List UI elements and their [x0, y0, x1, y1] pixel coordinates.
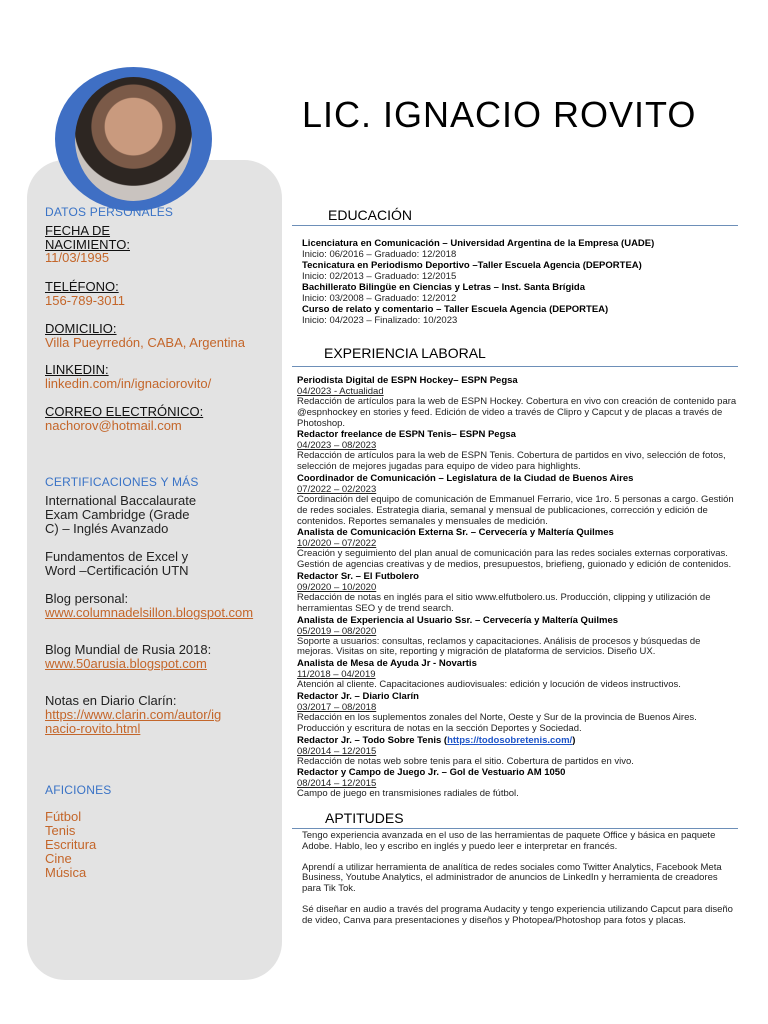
job-description: Soporte a usuarios: consultas, reclamos y capacitaciones. Análisis de procesos y búsquedas de mejoras. Visitas on site, reporting y migración de plataforma de servicios. Diseño UX. [297, 635, 701, 658]
hobby-item: Cine [45, 851, 72, 866]
hobby-item: Escritura [45, 837, 97, 852]
blog2-link[interactable]: www.50arusia.blogspot.com [45, 656, 207, 671]
job-dates: 09/2020 – 10/2020 [297, 581, 377, 593]
job-title: Coordinador de Comunicación – Legislatura de la Ciudad de Buenos Aires [297, 472, 634, 484]
linkedin-link[interactable]: linkedin.com/in/ignaciorovito/ [45, 376, 212, 391]
job-description: Redacción de notas web sobre tenis para el sitio. Cobertura de partidos en vivo. [297, 755, 634, 767]
job-title: Analista de Experiencia al Usuario Ssr. – Cervecería y Maltería Quilmes [297, 614, 619, 626]
education-item [302, 260, 742, 282]
hobby-item: Fútbol [45, 809, 82, 824]
notes-link-2[interactable]: nacio-rovito.html [45, 721, 141, 736]
page-title: LIC. IGNACIO ROVITO [302, 94, 697, 135]
section-divider [292, 366, 738, 367]
education-item [302, 304, 742, 326]
profile-photo [55, 67, 212, 211]
experience-item [297, 735, 737, 768]
experience-item [297, 571, 737, 615]
skills-paragraph: Aprendí a utilizar herramienta de analítica de redes sociales como Twitter Analytics, Facebook Meta Business, Youtube Analytics, el administrador de anuncios de LinkedIn y herramienta de creadores para Tik Tok. [302, 861, 722, 895]
certifications-heading: CERTIFICACIONES Y MÁS [45, 475, 199, 489]
birth-value: 11/03/1995 [45, 250, 110, 265]
cert-line: Fundamentos de Excel y [45, 549, 189, 564]
job-description: Redacción en los suplementos zonales del Norte, Oeste y Sur de la provincia de Buenos Aires. Producción y escritura de notas en la sección Deportes y Sociedad. [297, 711, 697, 734]
skills-list [302, 831, 738, 927]
experience-item [297, 527, 737, 571]
experience-list [297, 375, 737, 800]
education-dates: Inicio: 06/2016 – Graduado: 12/2018 [302, 249, 457, 260]
cert-line: C) – Inglés Avanzado [45, 521, 169, 536]
experience-item [297, 658, 737, 691]
job-description: Redacción de notas en inglés para el sitio www.elfutbolero.us. Producción, clipping y utilización de herramientas SEO y de trend search. [297, 591, 711, 614]
blog-label: Blog personal: [45, 591, 129, 606]
linkedin-label: LINKEDIN: [45, 362, 109, 377]
job-title: Redactor Sr. – El Futbolero [297, 570, 419, 582]
job-dates: 08/2014 – 12/2015 [297, 778, 377, 790]
phone-value: 156-789-3011 [45, 293, 125, 308]
education-title: Curso de relato y comentario – Taller Escuela Agencia (DEPORTEA) [302, 304, 609, 315]
education-dates: Inicio: 04/2023 – Finalizado: 10/2023 [302, 315, 458, 326]
phone-label: TELÉFONO: [45, 279, 119, 294]
notes-label: Notas en Diario Clarín: [45, 693, 177, 708]
job-title: Redactor y Campo de Juego Jr. – Gol de Vestuario AM 1050 [297, 767, 566, 779]
job-title: Redactor Jr. – Diario Clarín [297, 690, 419, 702]
cert-line: Word –Certificación UTN [45, 563, 189, 578]
education-dates: Inicio: 03/2008 – Graduado: 12/2012 [302, 293, 457, 304]
skills-paragraph: Sé diseñar en audio a través del programa Audacity y tengo experiencia utilizando Capcut para diseño de video, Canva para presentaciones y diseños y Photopea/Photoshop para fotos y placas. [302, 903, 733, 926]
birth-label: FECHA DE [45, 223, 111, 238]
experience-item [297, 691, 737, 735]
experience-item [297, 375, 737, 429]
experience-item [297, 615, 737, 659]
cert-line: Exam Cambridge (Grade [45, 507, 190, 522]
address-value: Villa Pueyrredón, CABA, Argentina [45, 335, 245, 350]
education-list [302, 238, 742, 326]
email-label: CORREO ELECTRÓNICO: [45, 404, 204, 419]
job-dates: 11/2018 – 04/2019 [297, 669, 376, 681]
job-title-text: Redactor Jr. – Todo Sobre Tenis ( [297, 734, 448, 746]
hobby-item: Música [45, 865, 87, 880]
education-title: Bachillerato Bilingüe en Ciencias y Letras – Inst. Santa Brígida [302, 282, 585, 293]
job-title: Redactor freelance de ESPN Tenis– ESPN Pegsa [297, 429, 516, 441]
job-description: Atención al cliente. Capacitaciones audiovisuales: edición y locución de videos instructivos. [297, 679, 681, 691]
job-dates: 10/2020 – 07/2022 [297, 538, 377, 550]
experience-item [297, 767, 737, 800]
hobby-item: Tenis [45, 823, 76, 838]
job-description: Coordinación del equipo de comunicación de Emmanuel Ferrario, vice 1ro. 5 personas a cargo. Gestión de redes sociales. Estrategia diaria, semanal y mensual de publicaciones, corrección y edición de contenidos. Reportes semanales y mensuales de medición. [297, 493, 734, 527]
job-description: Redacción de artículos para la web de ESPN Hockey. Cobertura en vivo con creación de contenido para @espnhockey en stories y feed. Edición de video a través de Clipro y Capcut y de placas a través de Photoshop. [297, 396, 737, 429]
blog2-label: Blog Mundial de Rusia 2018: [45, 642, 212, 657]
job-title: Analista de Comunicación Externa Sr. – Cervecería y Maltería Quilmes [297, 527, 614, 539]
job-dates: 07/2022 – 02/2023 [297, 483, 377, 495]
personal-data-heading: DATOS PERSONALES [45, 205, 174, 219]
blog-link[interactable]: www.columnadelsillon.blogspot.com [45, 605, 254, 620]
section-divider [292, 225, 738, 226]
experience-item [297, 473, 737, 527]
todosobretenis-link[interactable]: https://todosobretenis.com/ [447, 734, 573, 746]
education-item [302, 238, 742, 260]
job-title [297, 735, 737, 746]
experience-heading: EXPERIENCIA LABORAL [324, 345, 486, 361]
education-dates: Inicio: 02/2013 – Graduado: 12/2015 [302, 271, 457, 282]
avatar [75, 77, 192, 201]
job-dates: 04/2023 - Actualidad [297, 386, 384, 397]
job-dates: 08/2014 – 12/2015 [297, 745, 377, 757]
job-description: Redacción de artículos para la web de ESPN Tenis. Cobertura de partidos en vivo, selección de fotos, selección de mejores jugadas para equipo de video para highlights. [297, 450, 726, 473]
job-dates: 05/2019 – 08/2020 [297, 625, 377, 637]
job-title: Analista de Mesa de Ayuda Jr - Novartis [297, 658, 477, 670]
section-divider [292, 828, 738, 829]
address-label: DOMICILIO: [45, 321, 117, 336]
job-description: Campo de juego en transmisiones radiales de fútbol. [297, 788, 519, 800]
notes-link[interactable]: https://www.clarin.com/autor/ig [45, 707, 222, 722]
job-dates: 04/2023 – 08/2023 [297, 440, 377, 452]
job-dates: 03/2017 – 08/2018 [297, 701, 377, 713]
birth-label-2: NACIMIENTO: [45, 237, 130, 252]
hobbies-heading: AFICIONES [45, 783, 112, 797]
education-title: Licenciatura en Comunicación – Universidad Argentina de la Empresa (UADE) [302, 238, 655, 249]
cert-line: International Baccalaurate [45, 493, 197, 508]
education-title: Tecnicatura en Periodismo Deportivo –Taller Escuela Agencia (DEPORTEA) [302, 260, 642, 271]
skills-heading: APTITUDES [325, 810, 404, 826]
education-heading: EDUCACIÓN [328, 207, 413, 223]
email-link[interactable]: nachorov@hotmail.com [45, 418, 182, 433]
education-item [302, 282, 742, 304]
job-description: Creación y seguimiento del plan anual de comunicación para las redes sociales externas corporativas. Gestión de agencias creativas y de medios, presupuestos, briefieng, guionado y edición de contenidos. [297, 548, 732, 571]
job-title-end: ) [572, 734, 576, 746]
job-title: Periodista Digital de ESPN Hockey– ESPN Pegsa [297, 375, 518, 386]
skills-paragraph: Tengo experiencia avanzada en el uso de las herramientas de paquete Office y básica en paquete Adobe. Hablo, leo y escribo en inglés y puedo leer e interpretar en francés. [302, 830, 716, 852]
experience-item [297, 429, 737, 473]
